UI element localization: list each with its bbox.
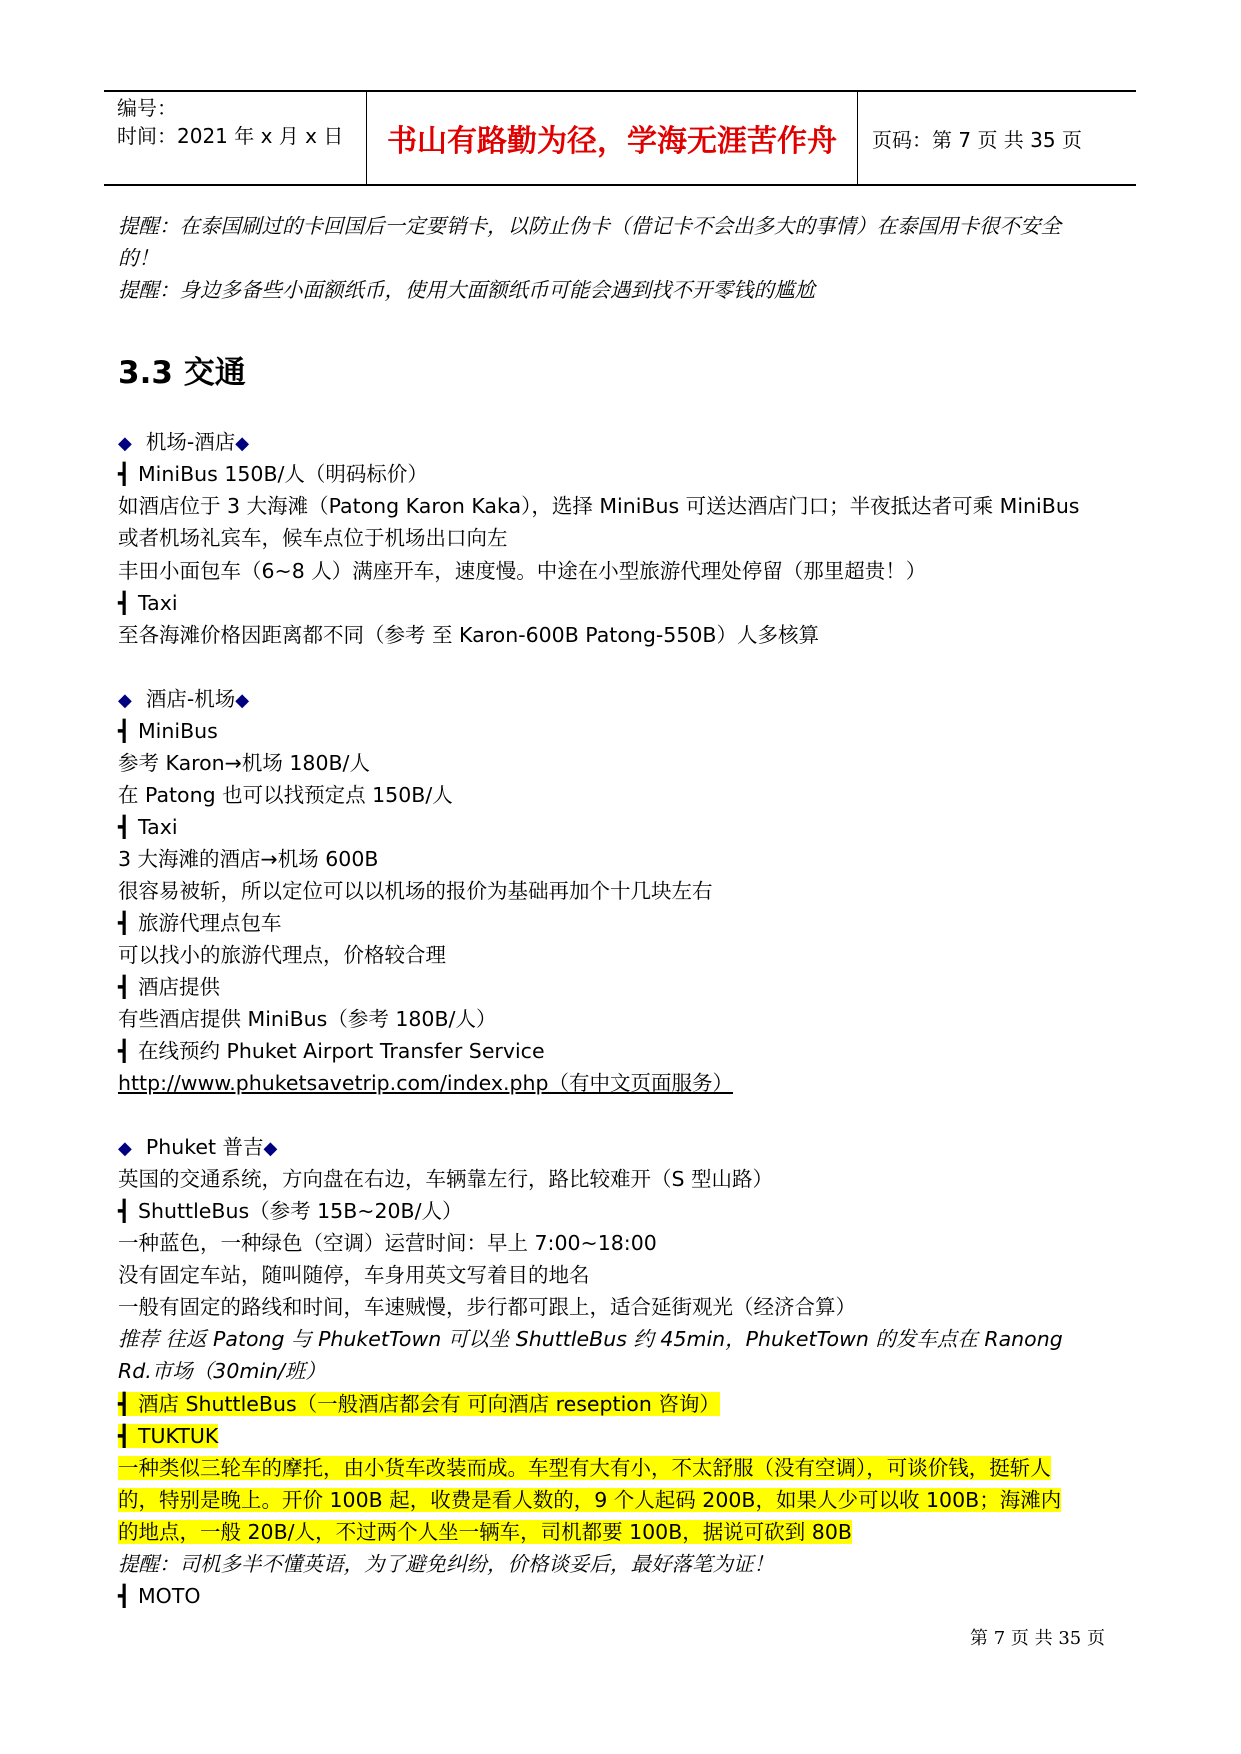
document-time-label: 时间：2021 年 x 月 x 日: [117, 124, 344, 148]
bullet-icon: ┫: [118, 462, 131, 486]
diamond-icon: ◆: [263, 1138, 278, 1159]
heading-text: 酒店-机场: [145, 687, 236, 711]
link-row: [118, 1067, 1128, 1099]
tip-driver: 提醒：司机多半不懂英语，为了避免纠纷，价格谈妥后，最好落笔为证！: [118, 1552, 774, 1576]
diamond-icon: ◆: [235, 690, 250, 711]
section-title: 3.3 交通: [118, 355, 246, 391]
tip-small-bills: 提醒：身边多备些小面额纸币，使用大面额纸币可能会遇到找不开零钱的尴尬: [118, 278, 815, 302]
tuktuk-desc-row: [118, 1516, 1128, 1548]
tip-card-cancel-end: 的！: [118, 246, 159, 270]
paragraph: 丰田小面包车（6~8 人）满座开车，速度慢。中途在小型旅游代理处停留（那里超贵！）: [118, 559, 927, 583]
tuktuk-desc-row: [118, 1452, 1128, 1484]
item-tuktuk: [118, 1420, 1128, 1452]
paragraph: 的，特别是晚上。开价 100B 起，收费是看人数的，9 个人起码 200B，如果人少可以收 100B；海滩内: [118, 1488, 1062, 1512]
page-footer: 第 7 页 共 35 页: [970, 1628, 1105, 1649]
bullet-icon: ┫: [118, 1392, 131, 1416]
item-agency: [118, 907, 1128, 939]
item-text: MiniBus: [138, 719, 218, 743]
diamond-icon: ◆: [235, 433, 250, 454]
bullet-icon: ┫: [118, 719, 131, 743]
paragraph: 一种类似三轮车的摩托，由小货车改装而成。车型有大有小，不太舒服（没有空调），可谈价钱，挺斩人: [118, 1456, 1051, 1480]
bullet-icon: ┫: [118, 815, 131, 839]
bullet-icon: ┫: [118, 1199, 131, 1223]
heading-airport-hotel: [118, 426, 1128, 460]
tuktuk-desc-row: [118, 1484, 1128, 1516]
item-taxi: [118, 587, 1128, 619]
item-text: Taxi: [138, 815, 178, 839]
item-text: MiniBus 150B/人（明码标价）: [138, 462, 428, 486]
bullet-icon: ┫: [118, 1039, 131, 1063]
paragraph: 没有固定车站，随叫随停，车身用英文写着目的地名: [118, 1263, 590, 1287]
bullet-icon: ┫: [118, 1424, 131, 1448]
item-moto: [118, 1580, 1128, 1612]
paragraph: 或者机场礼宾车，候车点位于机场出口向左: [118, 526, 508, 550]
paragraph: 参考 Karon→机场 180B/人: [118, 751, 370, 775]
diamond-icon: ◆: [118, 690, 132, 711]
item-shuttlebus: [118, 1195, 1128, 1227]
tip-card-cancel: 提醒：在泰国刷过的卡回国后一定要销卡，以防止伪卡（借记卡不会出多大的事情）在泰国用卡很不安全: [118, 214, 1061, 238]
item-online: [118, 1035, 1128, 1067]
heading-text: Phuket 普吉: [145, 1135, 264, 1159]
item-text: Taxi: [138, 591, 178, 615]
paragraph: 有些酒店提供 MiniBus（参考 180B/人）: [118, 1007, 497, 1031]
paragraph: 很容易被斩，所以定位可以以机场的报价为基础再加个十几块左右: [118, 879, 713, 903]
item-text: MOTO: [138, 1584, 201, 1608]
item-minibus: [118, 458, 1128, 490]
item-hotel-shuttlebus: [118, 1388, 1128, 1420]
item-text: ShuttleBus（参考 15B~20B/人）: [138, 1199, 463, 1223]
paragraph: 至各海滩价格因距离都不同（参考 至 Karon-600B Patong-550B）人多核算: [118, 623, 819, 647]
recommendation-end: Rd.市场（30min/班）: [118, 1359, 326, 1383]
diamond-icon: ◆: [118, 433, 132, 454]
item-text: 旅游代理点包车: [138, 911, 282, 935]
bullet-icon: ┫: [118, 591, 131, 615]
paragraph: 3 大海滩的酒店→机场 600B: [118, 847, 379, 871]
item-text: 在线预约 Phuket Airport Transfer Service: [138, 1039, 545, 1063]
header-meta: [117, 92, 367, 186]
recommendation: 推荐 往返 Patong 与 PhuketTown 可以坐 ShuttleBus 约 45min，PhuketTown 的发车点在 Ranong: [118, 1327, 1063, 1351]
bullet-icon: ┫: [118, 911, 131, 935]
paragraph: 可以找小的旅游代理点，价格较合理: [118, 943, 446, 967]
paragraph: 如酒店位于 3 大海滩（Patong Karon Kaka），选择 MiniBus 可送达酒店门口；半夜抵达者可乘 MiniBus: [118, 494, 1080, 518]
item-text: 酒店提供: [138, 975, 220, 999]
item-text: TUKTUK: [138, 1424, 219, 1448]
item-taxi: [118, 811, 1128, 843]
paragraph: 在 Patong 也可以找预定点 150B/人: [118, 783, 453, 807]
heading-text: 机场-酒店: [145, 430, 236, 454]
bullet-icon: ┫: [118, 975, 131, 999]
item-minibus: [118, 715, 1128, 747]
diamond-icon: ◆: [118, 1138, 132, 1159]
header-motto: 书山有路勤为径，学海无涯苦作舟: [387, 124, 837, 159]
item-hotel: [118, 971, 1128, 1003]
paragraph: 英国的交通系统，方向盘在右边，车辆靠左行，路比较难开（S 型山路）: [118, 1167, 774, 1191]
heading-phuket: [118, 1131, 1128, 1165]
bullet-icon: ┫: [118, 1584, 131, 1608]
heading-hotel-airport: [118, 683, 1128, 717]
header-page-label: 页码：第 7 页 共 35 页: [872, 127, 1082, 152]
page-header: [104, 90, 1136, 186]
phuketsavetrip-link[interactable]: http://www.phuketsavetrip.com/index.php（有中文页面服务）: [118, 1071, 734, 1095]
paragraph: 一种蓝色，一种绿色（空调）运营时间：早上 7:00~18:00: [118, 1231, 657, 1255]
paragraph: 的地点，一般 20B/人，不过两个人坐一辆车，司机都要 100B，据说可砍到 80B: [118, 1520, 852, 1544]
document-number-label: 编号：: [117, 96, 177, 120]
item-text: 酒店 ShuttleBus（一般酒店都会有 可向酒店 reseption 咨询）: [138, 1392, 720, 1416]
paragraph: 一般有固定的路线和时间，车速贼慢，步行都可跟上，适合延街观光（经济合算）: [118, 1295, 856, 1319]
